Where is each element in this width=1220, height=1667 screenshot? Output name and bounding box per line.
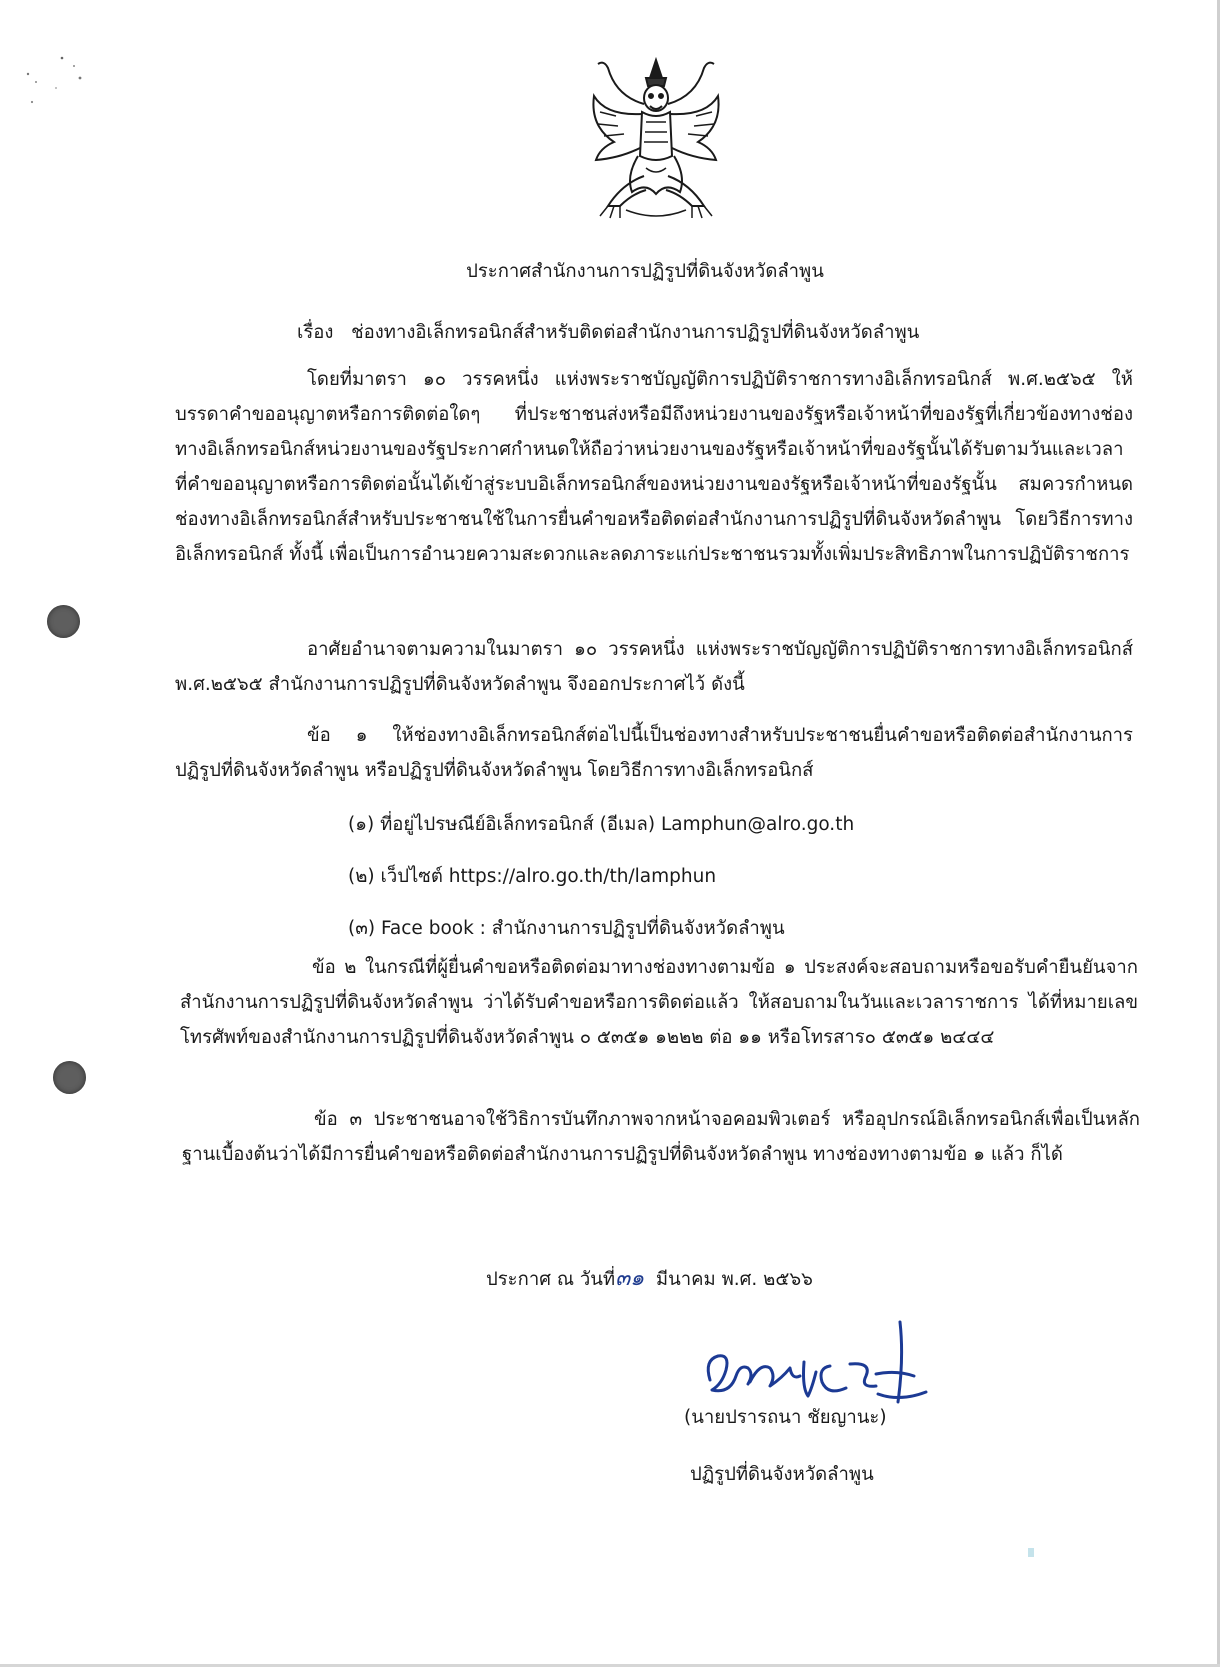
- clause-1: ข้อ ๑ ให้ช่องทางอิเล็กทรอนิกส์ต่อไปนี้เป็นช่องทางสำหรับประชาชนยื่นคำขอหรือติดต่อสำนักงานการปฏิรูปที่ดินจังหวัดลำพูน หรือปฏิรูปที่ดินจังหวัดลำพูน โดยวิธีการทางอิเล็กทรอนิกส์: [175, 725, 1133, 781]
- paragraph-authority: อาศัยอำนาจตามความในมาตรา ๑๐ วรรคหนึ่ง แห่งพระราชบัญญัติการปฏิบัติราชการทางอิเล็กทรอนิกส์ พ.ศ.๒๕๖๕ สำนักงานการปฏิรูปที่ดินจังหวัดลำพูน จึงออกประกาศไว้ ดังนี้: [175, 639, 1133, 695]
- announcement-subject: [297, 318, 919, 347]
- signatory-position: ปฏิรูปที่ดินจังหวัดลำพูน: [690, 1464, 874, 1485]
- clause-2: ข้อ ๒ ในกรณีที่ผู้ยื่นคำขอหรือติดต่อมาทางช่องทางตามข้อ ๑ ประสงค์จะสอบถามหรือขอรับคำยืนยันจากสำนักงานการปฏิรูปที่ดินจังหวัดลำพูน ว่าได้รับคำขอหรือการติดต่อแล้ว ให้สอบถามในวันและเวลาราชการ ได้ที่หมายเลขโทรศัพท์ของสำนักงานการปฏิรูปที่ดินจังหวัดลำพูน ๐ ๕๓๕๑ ๑๒๒๒ ต่อ ๑๑ หรือโทรสาร๐ ๕๓๕๑ ๒๔๔๔: [180, 957, 1138, 1048]
- channel-label: เว็ปไซต์: [380, 866, 443, 887]
- subject-label: เรื่อง: [297, 322, 334, 343]
- date-prefix: ประกาศ ณ วันที่: [486, 1269, 616, 1290]
- date-day-handwritten: ๓๑: [615, 1266, 645, 1291]
- scan-mark: [1028, 1548, 1034, 1557]
- channel-website: [348, 862, 716, 891]
- channel-number: (๒): [348, 866, 375, 887]
- email-address: Lamphun@alro.go.th: [660, 814, 855, 835]
- channel-label: Face book :: [380, 918, 486, 939]
- announcement-title: ประกาศสำนักงานการปฏิรูปที่ดินจังหวัดลำพูน: [466, 261, 824, 282]
- channel-label: ที่อยู่ไปรษณีย์อิเล็กทรอนิกส์ (อีเมล): [380, 814, 656, 835]
- clause-3: ข้อ ๓ ประชาชนอาจใช้วิธิการบันทึกภาพจากหน้าจอคอมพิวเตอร์ หรืออุปกรณ์อิเล็กทรอนิกส์เพื่อเป็นหลักฐานเบื้องต้นว่าได้มีการยื่นคำขอหรือติดต่อสำนักงานการปฏิรูปที่ดินจังหวัดลำพูน ทางช่องทางตามข้อ ๑ แล้ว ก็ได้: [182, 1109, 1140, 1165]
- announcement-date: [486, 1260, 813, 1295]
- channel-number: (๓): [348, 918, 376, 939]
- website-url: https://alro.go.th/th/lamphun: [448, 866, 717, 887]
- paragraph-preamble: โดยที่มาตรา ๑๐ วรรคหนึ่ง แห่งพระราชบัญญัติการปฏิบัติราชการทางอิเล็กทรอนิกส์ พ.ศ.๒๕๖๕ ให้บรรดาคำขออนุญาตหรือการติดต่อใดๆ ที่ประชาชนส่งหรือมีถึงหน่วยงานของรัฐหรือเจ้าหน้าที่ของรัฐที่เกี่ยวข้องทางช่องทางอิเล็กทรอนิกส์หน่วยงานของรัฐประกาศกำหนดให้ถือว่าหน่วยงานของรัฐหรือเจ้าหน้าที่ของรัฐนั้นได้รับตามวันและเวลาที่คำขออนุญาตหรือการติดต่อนั้นได้เข้าสู่ระบบอิเล็กทรอนิกส์ของหน่วยงานของรัฐหรือเจ้าหน้าที่ของรัฐนั้น สมควรกำหนดช่องทางอิเล็กทรอนิกส์สำหรับประชาชนใช้ในการยื่นคำขอหรือติดต่อสำนักงานการปฏิรูปที่ดินจังหวัดลำพูน โดยวิธีการทางอิเล็กทรอนิกส์ ทั้งนี้ เพื่อเป็นการอำนวยความสะดวกและลดภาระแก่ประชาชนรวมทั้งเพิ่มประสิทธิภาพในการปฏิบัติราชการ: [175, 369, 1133, 565]
- subject-text: ช่องทางอิเล็กทรอนิกส์สำหรับติดต่อสำนักงานการปฏิรูปที่ดินจังหวัดลำพูน: [351, 322, 920, 343]
- punch-hole-upper: [47, 605, 80, 638]
- garuda-emblem: [586, 56, 726, 221]
- facebook-page-name: สำนักงานการปฏิรูปที่ดินจังหวัดลำพูน: [491, 918, 785, 939]
- signatory-name: (นายปรารถนา ชัยญานะ): [684, 1407, 887, 1428]
- channel-email: [348, 810, 854, 839]
- channel-facebook: [348, 914, 785, 943]
- punch-hole-lower: [53, 1061, 86, 1094]
- date-month-year: มีนาคม พ.ศ. ๒๕๖๖: [655, 1269, 813, 1290]
- scan-specks: [22, 48, 92, 108]
- channel-number: (๑): [348, 814, 375, 835]
